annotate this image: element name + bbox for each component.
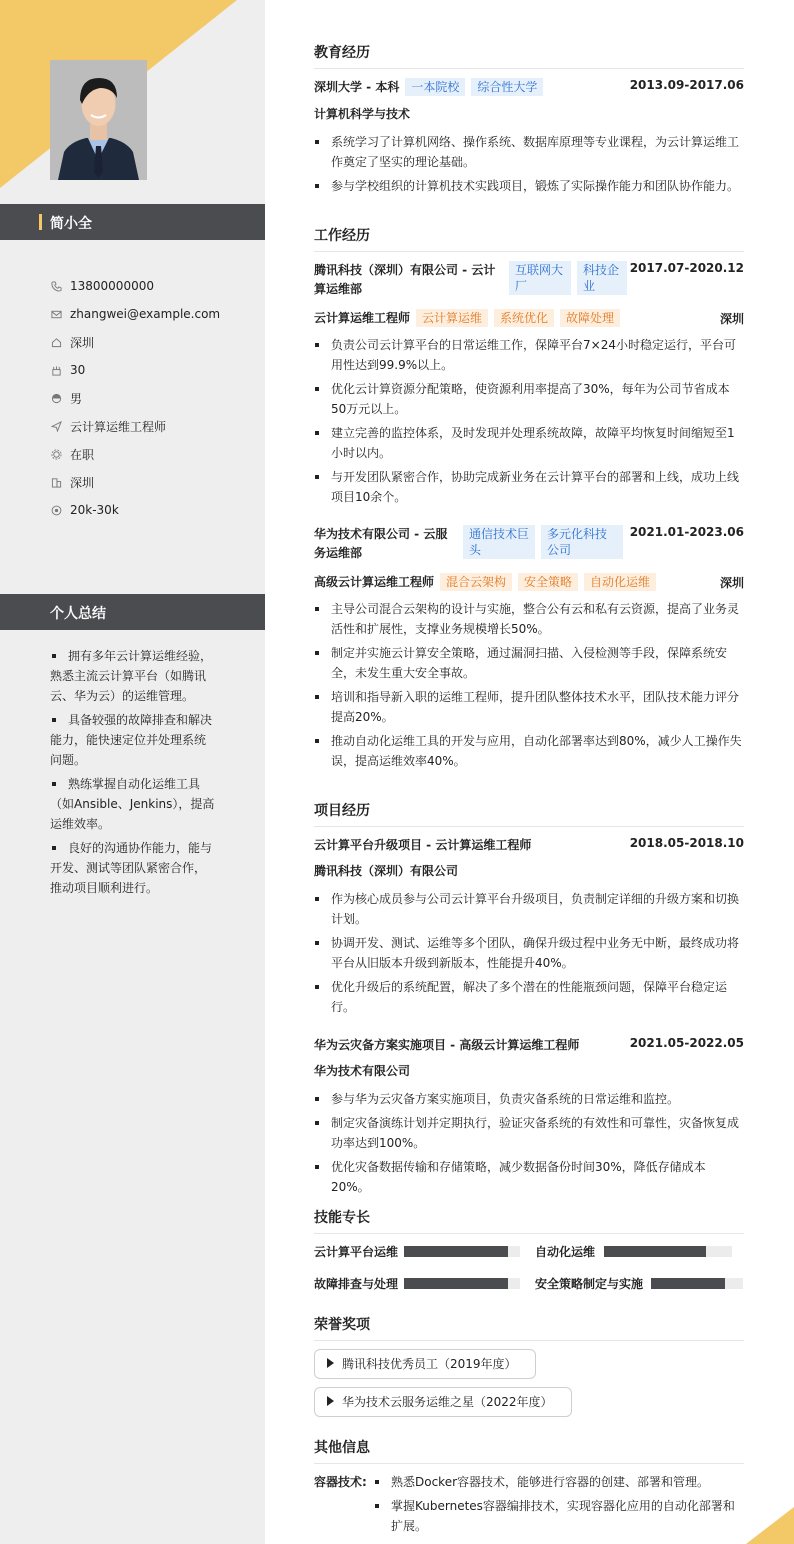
contact-gender — [50, 384, 220, 412]
education-section — [314, 78, 744, 200]
project-bullet: 优化灾备数据传输和存储策略，减少数据备份时间30%，降低存储成本20%。 — [314, 1157, 744, 1197]
city-icon — [50, 476, 62, 488]
summary-item: 熟练掌握自动化运维工具（如Ansible、Jenkins），提高运维效率。 — [50, 774, 215, 834]
project-bullet: 作为核心成员参与公司云计算平台升级项目，负责制定详细的升级方案和切换计划。 — [314, 889, 744, 929]
education-bullet: 参与学校组织的计算机技术实践项目，锻炼了实际操作能力和团队协作能力。 — [314, 176, 744, 196]
projects-title: 项目经历 — [314, 800, 744, 827]
job-role-row — [314, 309, 744, 327]
job-entry — [314, 525, 744, 775]
job-header — [314, 261, 744, 299]
skill-tag: 自动化运维 — [584, 573, 656, 591]
school-name: 深圳大学 - 本科 — [314, 80, 400, 94]
contact-salary — [50, 496, 220, 524]
contact-text: 深圳 — [70, 335, 95, 350]
gender-icon — [50, 392, 62, 404]
contact-text: 在职 — [70, 447, 95, 462]
project-bullets — [314, 889, 744, 1017]
company-tag: 互联网大厂 — [509, 261, 571, 295]
home-icon — [50, 336, 62, 348]
company-tag: 科技企业 — [577, 261, 627, 295]
decorative-corner — [746, 1507, 794, 1544]
job-company: 腾讯科技（深圳）有限公司 - 云计算运维部 — [314, 263, 496, 296]
skill-row — [314, 1267, 744, 1299]
summary-item: 良好的沟通协作能力，能与开发、测试等团队紧密合作，推动项目顺利进行。 — [50, 838, 215, 898]
job-bullet: 与开发团队紧密合作，协助完成新业务在云计算平台的部署和上线，成功上线项目10余个。 — [314, 467, 744, 507]
sidebar — [0, 0, 265, 1544]
skill-bar — [604, 1246, 732, 1257]
skill-name: 云计算平台运维 — [314, 1244, 399, 1259]
contact-text: 13800000000 — [70, 279, 154, 293]
age-icon — [50, 364, 62, 376]
summary-title: 个人总结 — [50, 606, 106, 622]
project-name: 云计算平台升级项目 - 云计算运维工程师 — [314, 838, 532, 852]
school-tag: 一本院校 — [405, 78, 465, 96]
job-header — [314, 525, 744, 563]
candidate-name: 简小全 — [50, 216, 92, 232]
skill-name: 自动化运维 — [535, 1244, 596, 1259]
awards-section — [314, 1349, 744, 1417]
project-bullet: 参与华为云灾备方案实施项目，负责灾备系统的日常运维和监控。 — [314, 1089, 744, 1109]
project-entry — [314, 836, 744, 1021]
job-icon — [50, 420, 62, 432]
education-header — [314, 78, 744, 96]
contact-text: 20k-30k — [70, 503, 119, 517]
company-tag: 多元化科技公司 — [541, 525, 623, 559]
skill-tag: 系统优化 — [494, 309, 554, 327]
avatar — [50, 60, 147, 180]
job-bullet: 制定并实施云计算安全策略，通过漏洞扫描、入侵检测等手段，保障系统安全，未发生重大安全事故。 — [314, 643, 744, 683]
contact-list — [50, 272, 220, 524]
job-entry — [314, 261, 744, 511]
education-title: 教育经历 — [314, 42, 744, 69]
job-role: 云计算运维工程师 — [314, 311, 411, 325]
skills-section — [314, 1235, 744, 1299]
skill-bar — [404, 1278, 520, 1289]
skill-bar — [651, 1278, 743, 1289]
status-icon — [50, 448, 62, 460]
company-tag: 通信技术巨头 — [463, 525, 535, 559]
triangle-icon — [327, 1358, 334, 1368]
award-text: 华为技术云服务运维之星（2022年度） — [342, 1395, 553, 1409]
job-city: 深圳 — [719, 311, 744, 326]
award-item — [314, 1387, 572, 1417]
job-bullet: 主导公司混合云架构的设计与实施，整合公有云和私有云资源，提高了业务灵活性和扩展性，支撑业务规模增长50%。 — [314, 599, 744, 639]
job-company: 华为技术有限公司 - 云服务运维部 — [314, 527, 448, 560]
contact-home — [50, 328, 220, 356]
education-bullet: 系统学习了计算机网络、操作系统、数据库原理等专业课程，为云计算运维工作奠定了坚实的理论基础。 — [314, 132, 744, 172]
job-role: 高级云计算运维工程师 — [314, 575, 435, 589]
education-date: 2013.09-2017.06 — [629, 78, 744, 92]
job-bullet: 推动自动化运维工具的开发与应用，自动化部署率达到80%，减少人工操作失误，提高运维效率40%。 — [314, 731, 744, 771]
summary-list — [50, 646, 215, 902]
project-company: 腾讯科技（深圳）有限公司 — [314, 864, 459, 878]
contact-status — [50, 440, 220, 468]
project-date: 2018.05-2018.10 — [629, 836, 744, 850]
award-item — [314, 1349, 536, 1379]
summary-item: 拥有多年云计算运维经验，熟悉主流云计算平台（如腾讯云、华为云）的运维管理。 — [50, 646, 215, 706]
project-bullets — [314, 1089, 744, 1197]
summary-bar — [0, 594, 265, 630]
skill-bar-fill — [404, 1278, 508, 1289]
major: 计算机科学与技术 — [314, 107, 411, 121]
skill-tag: 安全策略 — [518, 573, 578, 591]
skill-tag: 故障处理 — [560, 309, 620, 327]
other-label: 容器技术: — [314, 1475, 367, 1489]
job-city: 深圳 — [719, 575, 744, 590]
email-icon — [50, 308, 62, 320]
other-bullet: 掌握Kubernetes容器编排技术，实现容器化应用的自动化部署和扩展。 — [374, 1496, 744, 1536]
education-bullets — [314, 132, 744, 196]
work-title: 工作经历 — [314, 225, 744, 252]
skill-bar-fill — [404, 1246, 508, 1257]
job-bullet: 建立完善的监控体系，及时发现并处理系统故障，故障平均恢复时间缩短至1小时以内。 — [314, 423, 744, 463]
contact-age — [50, 356, 220, 384]
contact-job — [50, 412, 220, 440]
other-bullet: 熟悉Docker容器技术，能够进行容器的创建、部署和管理。 — [374, 1472, 744, 1492]
skills-title: 技能专长 — [314, 1207, 744, 1234]
job-bullet: 优化云计算资源分配策略，使资源利用率提高了30%，每年为公司节省成本50万元以上。 — [314, 379, 744, 419]
project-header — [314, 1036, 744, 1053]
skill-bar-fill — [604, 1246, 706, 1257]
job-date: 2021.01-2023.06 — [629, 525, 744, 539]
name-accent-mark — [39, 214, 42, 230]
project-header — [314, 836, 744, 853]
project-name: 华为云灾备方案实施项目 - 高级云计算运维工程师 — [314, 1038, 580, 1052]
skill-bar — [404, 1246, 520, 1257]
job-date: 2017.07-2020.12 — [629, 261, 744, 275]
salary-icon — [50, 504, 62, 516]
skill-tag: 混合云架构 — [440, 573, 512, 591]
other-title: 其他信息 — [314, 1437, 744, 1464]
project-bullet: 协调开发、测试、运维等多个团队，确保升级过程中业务无中断，最终成功将平台从旧版本升级到新版本，性能提升40%。 — [314, 933, 744, 973]
skill-row — [314, 1235, 744, 1267]
contact-phone — [50, 272, 220, 300]
job-role-row — [314, 573, 744, 591]
project-date: 2021.05-2022.05 — [629, 1036, 744, 1050]
project-company: 华为技术有限公司 — [314, 1064, 411, 1078]
school-tag: 综合性大学 — [471, 78, 543, 96]
awards-title: 荣誉奖项 — [314, 1314, 744, 1341]
skill-tag: 云计算运维 — [416, 309, 488, 327]
contact-text: 深圳 — [70, 475, 95, 490]
other-section — [314, 1472, 744, 1540]
skill-name: 故障排查与处理 — [314, 1276, 399, 1291]
contact-text: 男 — [70, 391, 83, 406]
name-bar — [0, 204, 265, 240]
job-bullets — [314, 599, 744, 771]
contact-email — [50, 300, 220, 328]
job-bullet: 培训和指导新入职的运维工程师，提升团队整体技术水平，团队技术能力评分提高20%。 — [314, 687, 744, 727]
phone-icon — [50, 280, 62, 292]
summary-item: 具备较强的故障排查和解决能力，能快速定位并处理系统问题。 — [50, 710, 215, 770]
skill-name: 安全策略制定与实施 — [535, 1276, 644, 1291]
contact-text: zhangwei@example.com — [70, 307, 221, 321]
award-text: 腾讯科技优秀员工（2019年度） — [342, 1357, 517, 1371]
contact-city — [50, 468, 220, 496]
job-bullet: 负责公司云计算平台的日常运维工作，保障平台7×24小时稳定运行，平台可用性达到99.9%以上。 — [314, 335, 744, 375]
project-bullet: 优化升级后的系统配置，解决了多个潜在的性能瓶颈问题，保障平台稳定运行。 — [314, 977, 744, 1017]
contact-text: 30 — [70, 363, 86, 377]
contact-text: 云计算运维工程师 — [70, 419, 167, 434]
skill-bar-fill — [651, 1278, 725, 1289]
triangle-icon — [327, 1396, 334, 1406]
project-entry — [314, 1036, 744, 1201]
job-bullets — [314, 335, 744, 507]
other-bullets — [374, 1472, 744, 1540]
project-bullet: 制定灾备演练计划并定期执行，验证灾备系统的有效性和可靠性，灾备恢复成功率达到100%。 — [314, 1113, 744, 1153]
